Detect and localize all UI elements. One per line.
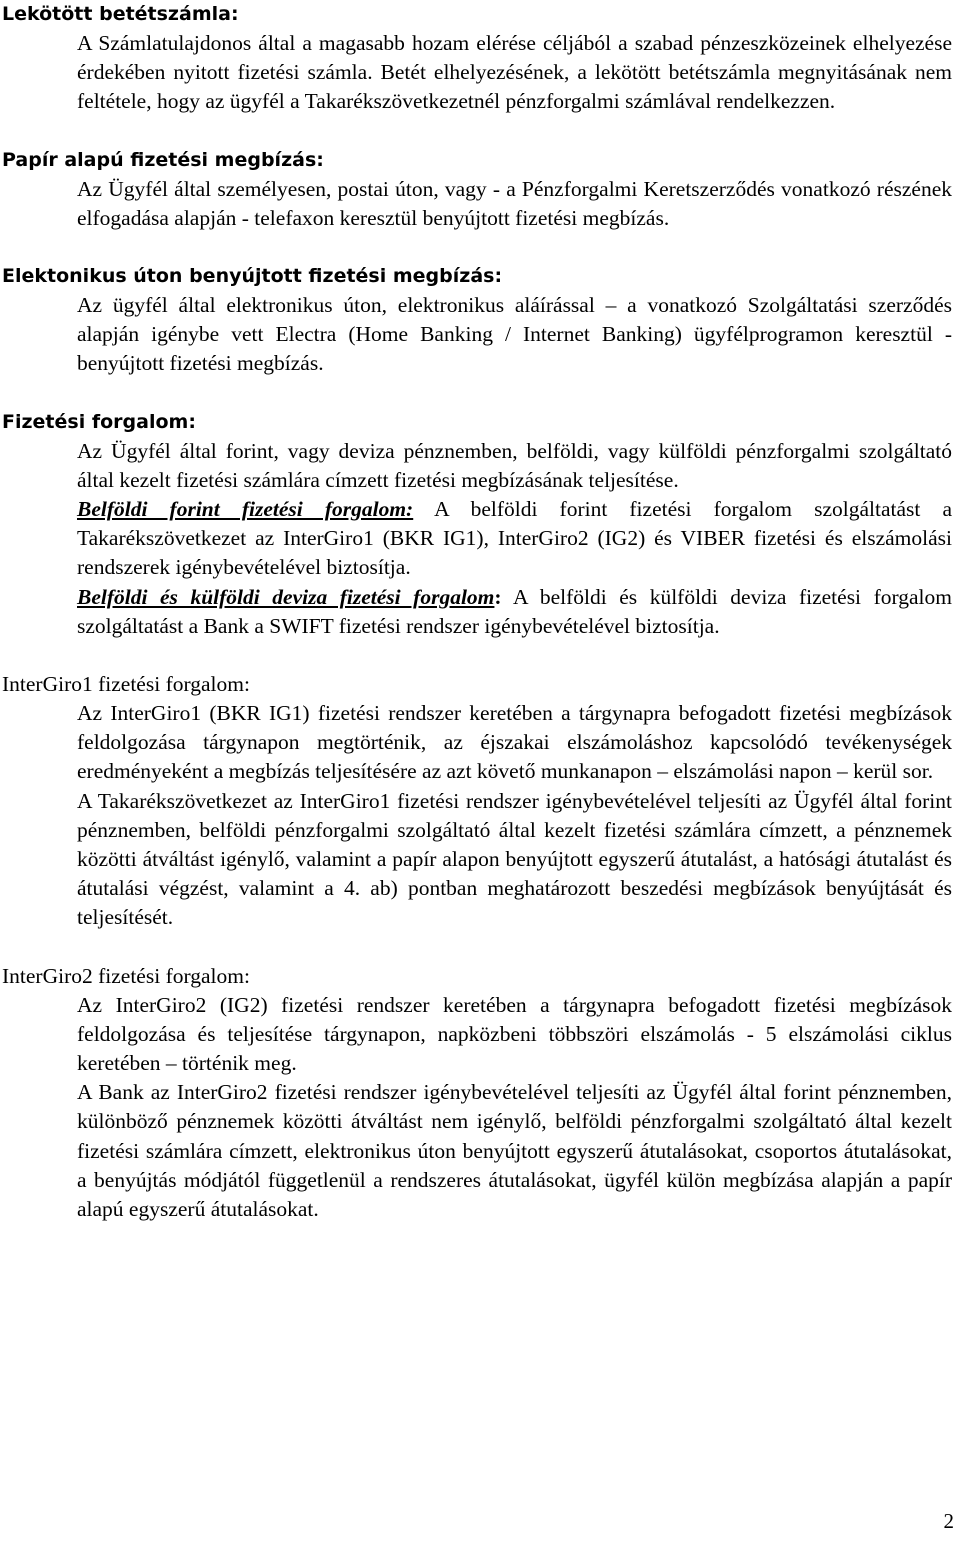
subsection-deviza (0, 583, 960, 641)
definition-text: Az InterGiro2 (IG2) fizetési rendszer keretében a tárgynapra befogadott fizetési megbízások feldolgozása és teljesítése tárgynapon, napközbeni többszöri elszámolás - 5 elszámolási ciklus keretében – történik meg. (77, 992, 952, 1076)
subsection-colon: : (494, 584, 502, 609)
subsection-belfoldi-forint (0, 495, 960, 583)
definition-intergiro1 (0, 670, 960, 933)
term-heading: Elektonikus úton benyújtott fizetési megbízás: (2, 265, 503, 288)
subsection-heading: Belföldi forint fizetési forgalom: (77, 497, 414, 522)
definition-text: Az InterGiro1 (BKR IG1) fizetési rendszer keretében a tárgynapra befogadott fizetési megbízások feldolgozása tárgynapon megtörténik, az éjszakai elszámoláshoz kapcsolódó tevékenységek eredményeként a megbízás teljesítésére az azt követő munkanapon – elszámolási napon – kerül sor. (77, 701, 952, 784)
spacer (0, 233, 960, 262)
subsection-text: A belföldi és külföldi deviza fizetési forgalom szolgáltatást a Bank a SWIFT fizetési rendszer igénybevételével biztosítja. (77, 584, 952, 638)
definition-lekotott-betetszamla (0, 0, 960, 117)
definition-intergiro2 (0, 962, 960, 1225)
definition-text: A Bank az InterGiro2 fizetési rendszer igénybevételével teljesíti az Ügyfél által forint pénznemben, különböző pénznemek közötti átváltást nem igénylő, belföldi pénzforgalmi szolgáltató által kezelt fizetési számlára címzett, elektronikus úton benyújtott egyszerű átutalásokat, csoportos átutalásokat, a benyújtás módjától függetlenül a rendszeres átutalásokat, ügyfél külön megbízása alapján a papír alapú egyszerű átutalásokat. (77, 1080, 952, 1222)
definition-text: A Számlatulajdonos által a magasabb hozam elérése céljából a szabad pénzeszközeinek elhelyezése érdekében nyitott fizetési számla. Betét elhelyezésének, a lekötött betétszámla megnyitásának nem feltétele, hogy az ügyfél a Takarékszövetkezetnél pénzforgalmi számlával rendelkezzen. (77, 31, 952, 114)
term-heading: InterGiro2 fizetési forgalom: (2, 963, 250, 988)
definition-text: Az ügyfél által elektronikus úton, elektronikus aláírással – a vonatkozó Szolgáltatási szerződés alapján igénybe vett Electra (Home Banking / Internet Banking) ügyfélprogramon keresztül - benyújtott fizetési megbízás. (77, 293, 952, 376)
definition-elektronikus-megbizas (0, 262, 960, 379)
definition-fizetesi-forgalom (0, 408, 960, 641)
spacer (0, 379, 960, 408)
definition-text: A Takarékszövetkezet az InterGiro1 fizetési rendszer igénybevételével teljesíti az Ügyfél által forint pénznemben, belföldi pénzforgalmi szolgáltató által kezelt fizetési számlára címzett, a pénznemek közötti átváltást igénylő, valamint a papír alapon benyújtott egyszerű átutalást, a hatósági átutalást és átutalási végzést, valamint a 4. ab) pontban meghatározott beszedési megbízások benyújtását és teljesítését. (77, 788, 952, 930)
definition-text: Az Ügyfél által forint, vagy deviza pénznemben, belföldi, vagy külföldi pénzforgalmi szolgáltató által kezelt fizetési számlára címzett fizetési megbízásának teljesítése. (77, 438, 952, 492)
subsection-text: A belföldi forint fizetési forgalom szolgáltatást a Takarékszövetkezet az InterGiro1 (BKR IG1), InterGiro2 (IG2) és VIBER fizetési és elszámolási rendszerek igénybevételével biztosítja. (77, 497, 952, 580)
term-heading: Papír alapú fizetési megbízás: (2, 148, 324, 171)
definition-papir-alapu-megbizas (0, 146, 960, 233)
spacer (0, 933, 960, 962)
definition-text: Az Ügyfél által személyesen, postai úton, vagy - a Pénzforgalmi Keretszerződés vonatkozó részének elfogadása alapján - telefaxon keresztül benyújtott fizetési megbízás. (77, 176, 952, 230)
term-heading: InterGiro1 fizetési forgalom: (2, 672, 250, 697)
page-number: 2 (943, 1509, 954, 1533)
subsection-heading: Belföldi és külföldi deviza fizetési forgalom (77, 584, 495, 609)
term-heading: Lekötött betétszámla: (2, 3, 239, 25)
spacer (0, 117, 960, 146)
term-heading: Fizetési forgalom: (2, 410, 196, 433)
spacer (0, 641, 960, 670)
